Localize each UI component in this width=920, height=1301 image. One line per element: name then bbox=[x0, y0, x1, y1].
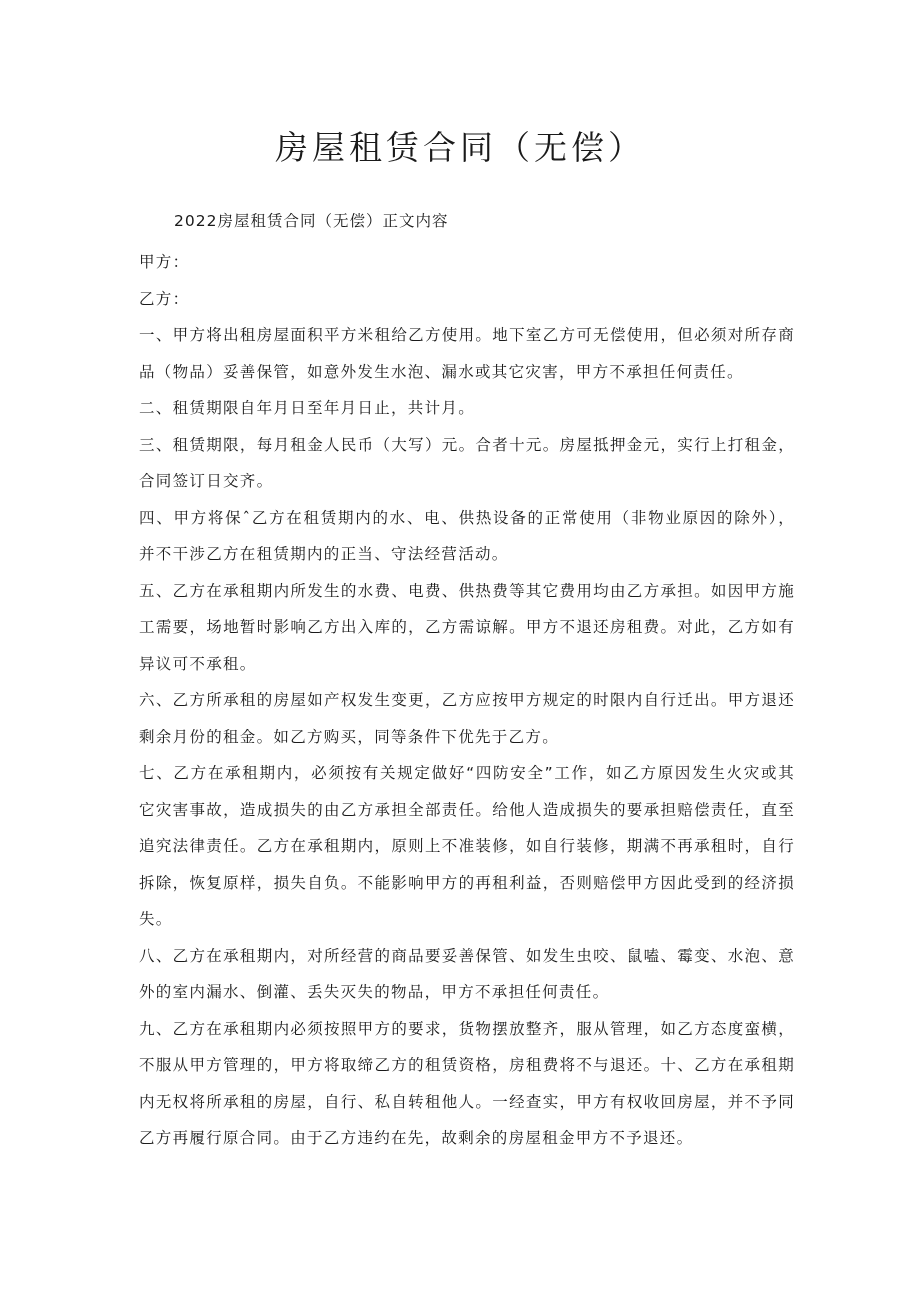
clause-3: 三、租赁期限，每月租金人民币（大写）元。合者十元。房屋抵押金元，实行上打租金，合同签订日交齐。 bbox=[139, 435, 795, 490]
document-body bbox=[139, 244, 795, 1157]
clause-7: 七、乙方在承租期内，必须按有关规定做好“四防安全”工作，如乙方原因发生火灾或其它灾害事故，造成损失的由乙方承担全部责任。给他人造成损失的要承担赔偿责任，直至追究法律责任。乙方在承租期内，原则上不准装修，如自行装修，期满不再承租时，自行拆除，恢复原样，损失自负。不能影响甲方的再租利益，否则赔偿甲方因此受到的经济损失。 bbox=[139, 764, 795, 928]
clause-6: 六、乙方所承租的房屋如产权发生变更，乙方应按甲方规定的时限内自行迁出。甲方退还剩余月份的租金。如乙方购买，同等条件下优先于乙方。 bbox=[139, 691, 795, 746]
party-b-line: 乙方： bbox=[139, 289, 190, 308]
clause-8: 八、乙方在承租期内，对所经营的商品要妥善保管、如发生虫咬、鼠嗑、霉变、水泡、意外的室内漏水、倒灌、丢失灭失的物品，甲方不承担任何责任。 bbox=[139, 946, 795, 1001]
party-a-line: 甲方： bbox=[139, 253, 190, 271]
clause-2: 二、租赁期限自年月日至年月日止，共计月。 bbox=[139, 399, 476, 417]
clause-9-10: 九、乙方在承租期内必须按照甲方的要求，货物摆放整齐，服从管理，如乙方态度蛮横，不服从甲方管理的，甲方将取缔乙方的租赁资格，房租费将不与退还。十、乙方在承租期内无权将所承租的房屋，自行、私自转租他人。一经查实，甲方有权收回房屋，并不予同乙方再履行原合同。由于乙方违约在先，故剩余的房屋租金甲方不予退还。 bbox=[139, 1019, 795, 1147]
clause-5: 五、乙方在承租期内所发生的水费、电费、供热费等其它费用均由乙方承担。如因甲方施工需要，场地暂时影响乙方出入库的，乙方需谅解。甲方不退还房租费。对此，乙方如有异议可不承租。 bbox=[139, 581, 795, 673]
document-subtitle: 2022房屋租赁合同（无偿）正文内容 bbox=[174, 212, 449, 230]
clause-1: 一、甲方将出租房屋面积平方米租给乙方使用。地下室乙方可无偿使用，但必须对所存商品（物品）妥善保管，如意外发生水泡、漏水或其它灾害，甲方不承担任何责任。 bbox=[139, 326, 795, 381]
page-title: 房屋租赁合同（无偿） bbox=[275, 128, 645, 167]
clause-4: 四、甲方将保ˆ乙方在租赁期内的水、电、供热设备的正常使用（非物业原因的除外），并不干涉乙方在租赁期内的正当、守法经营活动。 bbox=[139, 508, 795, 563]
